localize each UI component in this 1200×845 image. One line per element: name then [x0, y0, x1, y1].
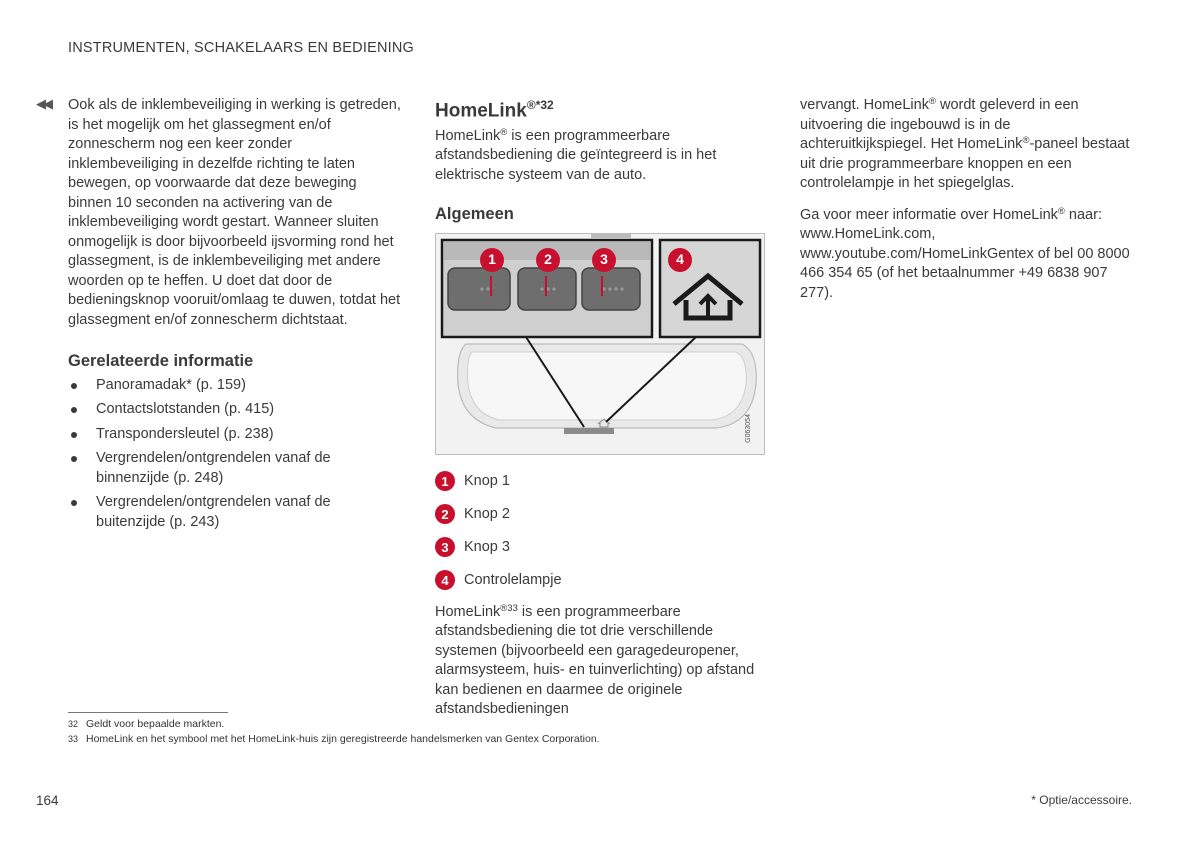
legend-number: 2	[435, 504, 455, 524]
legend-number: 1	[435, 471, 455, 491]
figure-code: G063054	[744, 413, 752, 443]
related-link[interactable]: Vergrendelen/ontgrendelen vanaf de buitenzijde (p. 243)	[68, 493, 403, 532]
option-note: * Optie/accessoire.	[1031, 793, 1132, 807]
general-heading: Algemeen	[435, 205, 514, 224]
body-text-a: HomeLink	[435, 603, 501, 620]
column-middle	[435, 96, 770, 720]
related-list	[68, 376, 403, 533]
legend-number: 3	[435, 537, 455, 557]
contact-text-b: naar: www.HomeLink.com, www.youtube.com/HomeLinkGentex of bel 00 8000 466 354 65 (of het betaalnummer +49 6838 907 277).	[800, 206, 1130, 301]
mirror-figure	[435, 233, 765, 455]
legend-label: Knop 3	[464, 538, 510, 555]
contact-text-a: Ga voor meer informatie over HomeLink	[800, 206, 1058, 223]
legend-label: Knop 1	[464, 472, 510, 489]
callout-3: 3	[592, 248, 616, 272]
desc-text-b: wordt geleverd in een uitvoering die ingebouwd is in de achteruitkijkspiegel. Het HomeLink	[800, 97, 1079, 152]
section-title	[435, 96, 770, 121]
legend-number: 4	[435, 570, 455, 590]
homelink-description	[800, 96, 1135, 194]
title-marks: ®*32	[526, 98, 554, 112]
legend-item	[435, 465, 770, 498]
homelink-intro	[435, 127, 770, 186]
intro-paragraph: Ook als de inklembeveiliging in werking is getreden, is het mogelijk om het glassegment en/of zonnescherm nog een keer zonder inklembeveiliging in dezelfde richting te laten bewegen, op voorwaarde dat deze beweging binnen 10 seconden na activering van de inklembeveiliging wordt gestart. Wanneer sluiten onmogelijk is door bijvoorbeeld ijsvorming rond het glassegment, is de inklembeveiliging met andere woorden op te heffen. U doet dat door de bedieningsknop vooruit/omlaag te duwen, totdat het glassegment en/of zonnescherm dichtstaat.	[68, 97, 401, 328]
legend-item	[435, 498, 770, 531]
body-text-b: is een programmeerbare afstandsbediening die tot drie verschillende systemen (bijvoorbeeld een garagedeuropener, alarmsysteem, huis- en tuinverlichting) op afstand kan bedienen en daarmee de originele afstandsbedieningen	[435, 603, 755, 718]
related-link[interactable]: Panoramadak* (p. 159)	[68, 376, 403, 396]
footnote-text: Geldt voor bepaalde markten.	[86, 718, 225, 730]
intro-text-b: is een programmeerbare afstandsbediening die geïntegreerd is in het elektrische systeem van de auto.	[435, 127, 717, 183]
intro-text-a: HomeLink	[435, 127, 501, 144]
callout-4: 4	[668, 248, 692, 272]
previous-page-icon[interactable]: ◀◀	[36, 96, 50, 111]
legend-item	[435, 531, 770, 564]
legend-label: Controlelampje	[464, 571, 562, 588]
related-link[interactable]: Transpondersleutel (p. 238)	[68, 425, 403, 445]
callout-2: 2	[536, 248, 560, 272]
figure-legend	[435, 465, 770, 597]
related-link[interactable]: Contactslotstanden (p. 415)	[68, 400, 403, 420]
homelink-body	[435, 603, 770, 720]
homelink-contact	[800, 206, 1135, 304]
column-right	[800, 96, 1135, 303]
registered-mark: ®	[500, 126, 508, 138]
footnote	[68, 718, 224, 730]
desc-text-c: -paneel bestaat uit drie programmeerbare knoppen en een controlelampje in het spiegelglas.	[800, 136, 1130, 191]
page-number: 164	[36, 793, 59, 808]
callout-1: 1	[480, 248, 504, 272]
running-header: INSTRUMENTEN, SCHAKELAARS EN BEDIENING	[68, 40, 414, 56]
registered-mark: ®	[1057, 205, 1065, 217]
footnote	[68, 733, 600, 745]
footnote-number: 33	[68, 734, 79, 744]
footnote-text: HomeLink en het symbool met het HomeLink-huis zijn geregistreerde handelsmerken van Gentex Corporation.	[86, 733, 600, 745]
body-footnote-mark[interactable]: ®33	[500, 602, 518, 614]
related-link[interactable]: Vergrendelen/ontgrendelen vanaf de binnenzijde (p. 248)	[68, 449, 403, 488]
related-heading: Gerelateerde informatie	[68, 352, 254, 370]
footnote-divider	[68, 712, 228, 713]
registered-mark: ®	[928, 96, 936, 107]
legend-item	[435, 564, 770, 597]
desc-text-a: vervangt. HomeLink	[800, 97, 929, 113]
footnote-number: 32	[68, 719, 79, 729]
column-left	[68, 96, 403, 537]
section-title-text: HomeLink	[435, 100, 527, 122]
legend-label: Knop 2	[464, 505, 510, 522]
registered-mark: ®	[1022, 135, 1030, 146]
